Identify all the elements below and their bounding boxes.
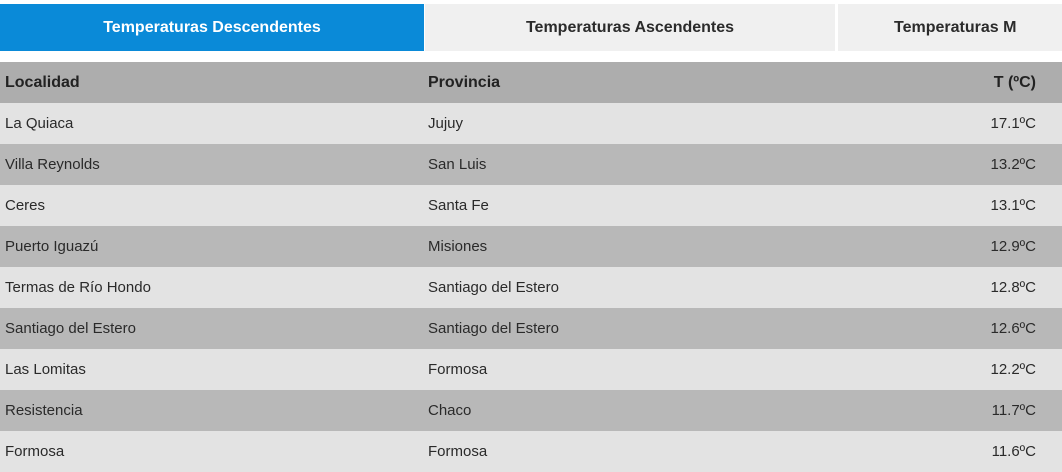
column-header-localidad[interactable]: Localidad [0,62,424,103]
cell-provincia: San Luis [424,144,848,185]
cell-localidad: Formosa [0,431,424,472]
cell-temperatura: 12.2ºC [848,349,1062,390]
tab-temperaturas-third[interactable]: Temperaturas M [838,4,1062,51]
cell-localidad: Santiago del Estero [0,308,424,349]
cell-localidad: Termas de Río Hondo [0,267,424,308]
temperature-table [0,62,1062,472]
table-row [0,226,1062,267]
cell-provincia: Formosa [424,349,848,390]
cell-provincia: Santiago del Estero [424,308,848,349]
table-row [0,185,1062,226]
cell-temperatura: 12.6ºC [848,308,1062,349]
cell-provincia: Misiones [424,226,848,267]
table-row [0,144,1062,185]
column-header-temperatura[interactable]: T (ºC) [848,62,1062,103]
cell-localidad: Resistencia [0,390,424,431]
cell-provincia: Formosa [424,431,848,472]
cell-provincia: Chaco [424,390,848,431]
cell-temperatura: 13.2ºC [848,144,1062,185]
cell-provincia: Santa Fe [424,185,848,226]
table-row [0,267,1062,308]
table-header-row [0,62,1062,103]
cell-provincia: Santiago del Estero [424,267,848,308]
cell-localidad: La Quiaca [0,103,424,144]
table-row [0,390,1062,431]
cell-temperatura: 17.1ºC [848,103,1062,144]
cell-temperatura: 11.6ºC [848,431,1062,472]
cell-localidad: Las Lomitas [0,349,424,390]
cell-localidad: Puerto Iguazú [0,226,424,267]
table-row [0,103,1062,144]
cell-temperatura: 12.8ºC [848,267,1062,308]
temperature-tabs [0,4,1062,51]
cell-provincia: Jujuy [424,103,848,144]
cell-temperatura: 12.9ºC [848,226,1062,267]
tab-temperaturas-descendentes[interactable]: Temperaturas Descendentes [0,4,424,51]
cell-temperatura: 13.1ºC [848,185,1062,226]
table-row [0,308,1062,349]
cell-localidad: Ceres [0,185,424,226]
cell-temperatura: 11.7ºC [848,390,1062,431]
column-header-provincia[interactable]: Provincia [424,62,848,103]
cell-localidad: Villa Reynolds [0,144,424,185]
tab-temperaturas-ascendentes[interactable]: Temperaturas Ascendentes [425,4,837,51]
table-row [0,349,1062,390]
